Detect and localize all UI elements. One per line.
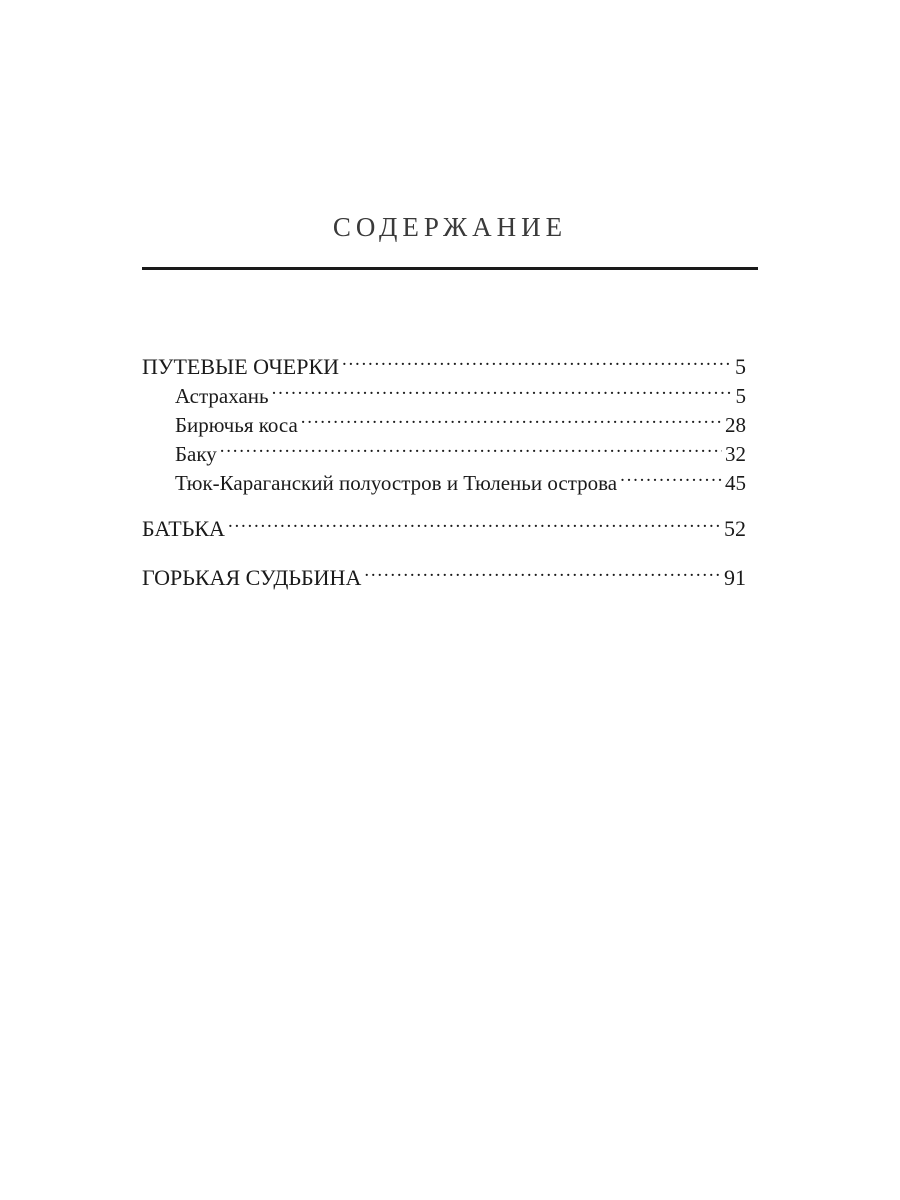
toc-entry-title: Тюк-Караганский полуостров и Тюленьи острова — [175, 471, 618, 495]
page-title: СОДЕРЖАНИЕ — [332, 212, 568, 242]
toc-entry-title: Бирючья коса — [175, 413, 298, 437]
toc-entry-part[interactable] — [142, 345, 746, 379]
dot-leader — [301, 403, 722, 432]
dot-leader — [342, 345, 732, 374]
toc-entry-page: 52 — [724, 516, 746, 541]
toc-entry-page: 32 — [725, 442, 746, 466]
toc-entry-page: 5 — [735, 354, 746, 379]
dot-leader — [620, 461, 722, 490]
toc-entry-chapter[interactable] — [142, 432, 746, 466]
toc-entry-page: 5 — [735, 384, 746, 408]
toc-entry-page: 28 — [725, 413, 746, 437]
dot-leader — [364, 556, 721, 585]
toc-entry-page: 45 — [725, 471, 746, 495]
toc-entry-part[interactable] — [142, 507, 746, 541]
dot-leader — [228, 507, 721, 536]
toc-entry-title: Астрахань — [175, 384, 269, 408]
toc-entry-part[interactable] — [142, 556, 746, 590]
toc-entry-page: 91 — [724, 565, 746, 590]
toc-entry-title: ПУТЕВЫЕ ОЧЕРКИ — [142, 354, 340, 379]
toc-entry-title: Баку — [175, 442, 217, 466]
toc-entry-title: ГОРЬКАЯ СУДЬБИНА — [142, 565, 362, 590]
toc-entry-chapter[interactable] — [142, 461, 746, 495]
dot-leader — [220, 432, 722, 461]
title-rule — [142, 267, 758, 270]
table-of-contents — [142, 345, 746, 590]
dot-leader — [272, 374, 733, 403]
toc-entry-title: БАТЬКА — [142, 516, 225, 541]
